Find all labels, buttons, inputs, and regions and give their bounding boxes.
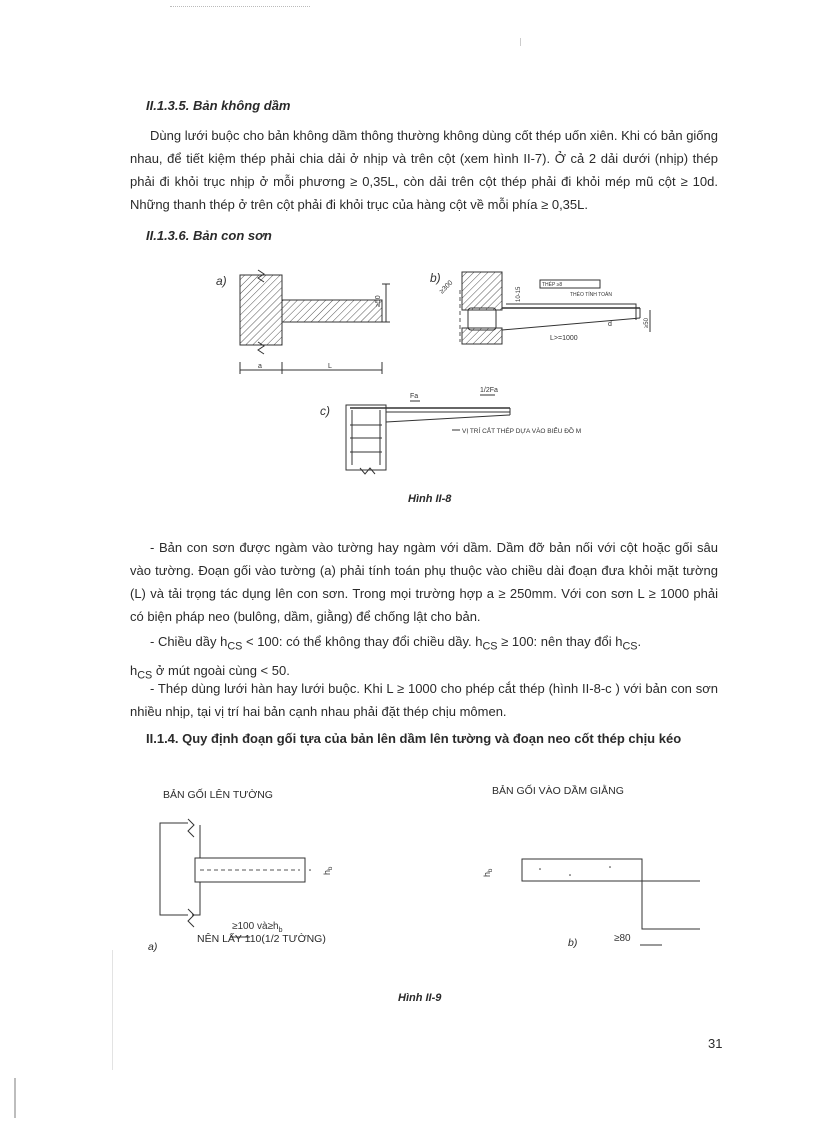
beam-b <box>468 308 496 330</box>
break-line-icon <box>188 909 194 927</box>
scan-mark-dot <box>520 38 521 46</box>
dim-thickness-a: ≥50 <box>375 295 382 307</box>
fa-label: Fa <box>410 393 419 400</box>
dim-10-15: 10-15 <box>516 286 522 302</box>
label-a: a) <box>148 941 158 953</box>
tie-beam <box>642 881 700 929</box>
break-line-icon <box>360 468 375 474</box>
note-paragraph: - Thép dùng lưới hàn hay lưới buộc. Khi L ≥ 1000 cho phép cắt thép (hình II-8-c ) với bản con sơn nhiều nhịp, tại vị trí hai bản cạnh nhau phải đặt thép chịu mômen. <box>130 681 718 719</box>
part-c-label: c) <box>320 404 330 418</box>
thickness-note: - Chiều dầy $h_{CS} < 100$: có thể không thay đổi chiều dầy. $h_{CS} \ge 100$: nên thay đổi $h_{CS}$. $h_{CS}$ ở mút ngoài cùng < 50. <box>130 634 642 682</box>
wall-b-top <box>462 272 502 310</box>
break-line-icon <box>188 819 194 837</box>
dim-a: a <box>258 363 262 370</box>
wall-a <box>240 275 282 345</box>
scan-marks <box>170 6 310 8</box>
scan-edge-mark <box>14 1078 16 1118</box>
section-heading: II.1.3.5. Bản không dầm <box>146 98 291 113</box>
steel-label-2: THÉO TÍNH TOÁN <box>570 292 612 298</box>
figure-8-diagram <box>210 260 670 480</box>
dim-h-right: $h_b$ <box>482 868 494 877</box>
dim-h-left: $h_b$ <box>322 866 334 875</box>
dim-L-b: L>=1000 <box>550 335 578 342</box>
figure-9-caption: Hình II-9 <box>398 992 442 1004</box>
note-paragraph: - Bản con sơn được ngàm vào tường hay ngàm với dầm. Dầm đỡ bản nối với cột hoặc gối sâu vào tường. Đoạn gối vào tường (a) phải tính toán phụ thuộc vào chiều dài đoạn đưa khỏi mặt tường (L) và tải trọng tác dụng lên con sơn. Trong mọi trường hợp a ≥ 250mm. Với con sơn L ≥ 1000 phải có biện pháp neo (bulông, dầm, giằng) để chống lật cho bản. <box>130 540 718 624</box>
half-fa-label: 1/2Fa <box>480 387 498 394</box>
note-left: NÊN LẤY 110(1/2 TƯỜNG) <box>197 933 326 945</box>
cantilever-slab-a <box>282 300 382 322</box>
paragraph: Dùng lưới buộc cho bản không dầm thông thường không dùng cốt thép uốn xiên. Khi có bản giống nhau, để tiết kiệm thép phải chia dải ở nhịp và trên cột (xem hình II-7). Ở cả 2 dải dưới (nhịp) thép phải đi khỏi trục nhịp ở mỗi phương ≥ 0,35L, còn dải trên cột thép phải đi khỏi mép mũ cột ≥ 10d. Những thanh thép ở trên cột phải đi khỏi trục của hàng cột về mỗi phía ≥ 0,35L. <box>130 128 718 212</box>
part-b-label: b) <box>430 271 441 285</box>
dim-L: L <box>328 363 332 370</box>
dim-50-b: ≥50 <box>644 318 650 328</box>
scan-edge-mark <box>112 950 113 1070</box>
slab-right <box>522 859 642 881</box>
figure-8-caption: Hình II-8 <box>408 493 452 505</box>
section-heading: II.1.3.6. Bản con sơn <box>146 228 272 243</box>
dim-main-right: ≥80 <box>614 933 631 944</box>
cut-note: VỊ TRÍ CẮT THÉP DỰA VÀO BIỂU ĐỒ M <box>462 428 582 435</box>
label-b: b) <box>568 937 578 949</box>
figure-9-right-title: BẢN GỐI VÀO DẦM GIẰNG <box>492 785 624 797</box>
wall-outline <box>160 823 188 915</box>
dim-main-left: ≥100 $và\ge h_b$ <box>232 921 283 934</box>
part-a-label: a) <box>216 274 227 288</box>
figure-9-left-title: BẢN GỐI LÊN TƯỜNG <box>163 789 273 801</box>
page-number: 31 <box>708 1036 723 1051</box>
steel-label-1: THÉP ≥8 <box>542 282 563 288</box>
section-heading: II.1.4. Quy định đoạn gối tựa của bản lên dầm lên tường và đoạn neo cốt thép chịu kéo <box>146 731 682 746</box>
dim-support-b: ≥300 <box>438 279 455 296</box>
dim-d: d <box>608 321 612 328</box>
